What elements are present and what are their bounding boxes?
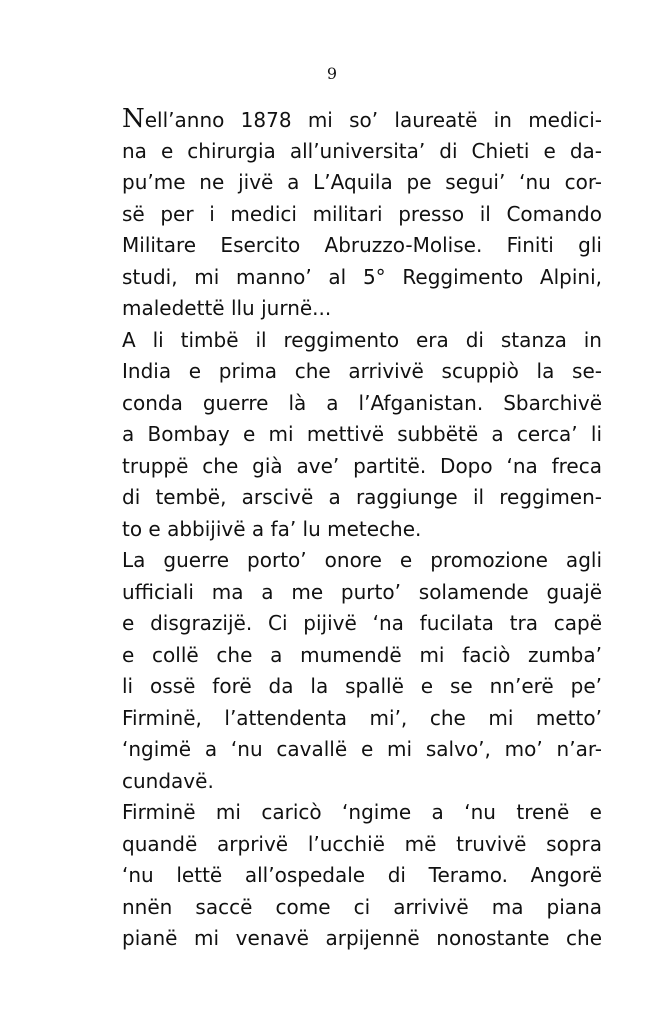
paragraph-3-line-6: Firminë, l’attendenta mi’, che mi metto’ <box>122 705 602 730</box>
paragraph-2-line-5: truppë che già ave’ partitë. Dopo ‘na freca <box>122 453 602 478</box>
paragraph-3-line-8: cundavë. <box>122 768 214 793</box>
paragraph-1-line-1-text: ell’anno 1878 mi so’ laureatë in medici- <box>144 108 602 132</box>
drop-cap: N <box>122 104 145 134</box>
paragraph-2-line-6: di tembë, arscivë a raggiunge il reggimen- <box>122 485 602 509</box>
paragraph-3-line-2: ufficiali ma a me purto’ solamende guajë <box>122 579 602 604</box>
paragraph-4-line-4: nnën saccë come ci arrivivë ma piana <box>122 894 602 919</box>
paragraph-3-line-4: e collë che a mumendë mi faciò zumba’ <box>122 642 602 667</box>
paragraph-1-line-3: pu’me ne jivë a L’Aquila pe segui’ ‘nu cor- <box>122 170 602 194</box>
paragraph-2-line-7: to e abbijivë a fa’ lu meteche. <box>122 516 422 541</box>
paragraph-3-line-1: La guerre porto’ onore e promozione agli <box>122 548 602 572</box>
paragraph-2-line-2: India e prima che arrivivë scuppiò la se- <box>122 359 602 383</box>
paragraph-2-line-4: a Bombay e mi mettivë subbëtë a cerca’ li <box>122 422 602 446</box>
paragraph-3-line-7: ‘ngimë a ‘nu cavallë e mi salvo’, mo’ n’ar- <box>122 737 602 761</box>
paragraph-4-line-1: Firminë mi caricò ‘ngime a ‘nu trenë e <box>122 800 602 824</box>
paragraph-1-line-6: studi, mi manno’ al 5° Reggimento Alpini, <box>122 264 602 289</box>
paragraph-3-line-3: e disgrazijë. Ci pijivë ‘na fucilata tra capë <box>122 611 602 635</box>
paragraph-4-line-2: quandë arprivë l’ucchië më truvivë sopra <box>122 831 602 856</box>
page-number: 9 <box>326 64 338 83</box>
paragraph-2-line-1: A li timbë il reggimento era di stanza in <box>122 327 602 352</box>
paragraph-1-line-2: na e chirurgia all’universita’ di Chieti e da- <box>122 138 602 163</box>
paragraph-1-line-4: së per i medici militari presso il Comando <box>122 201 602 226</box>
body-text <box>122 104 602 955</box>
paragraph-3-line-5: li ossë forë da la spallë e se nn’erë pe’ <box>122 674 602 698</box>
paragraph-1-line-1 <box>122 104 602 136</box>
paragraph-4-line-3: ‘nu lettë all’ospedale di Teramo. Angorë <box>122 863 602 887</box>
paragraph-4-line-5: pianë mi venavë arpijennë nonostante che <box>122 926 602 950</box>
paragraph-2-line-3: conda guerre là a l’Afganistan. Sbarchivë <box>122 390 602 415</box>
paragraph-1-line-5: Militare Esercito Abruzzo-Molise. Finiti gli <box>122 233 602 257</box>
paragraph-1-line-7: maledettë llu jurnë... <box>122 296 332 320</box>
